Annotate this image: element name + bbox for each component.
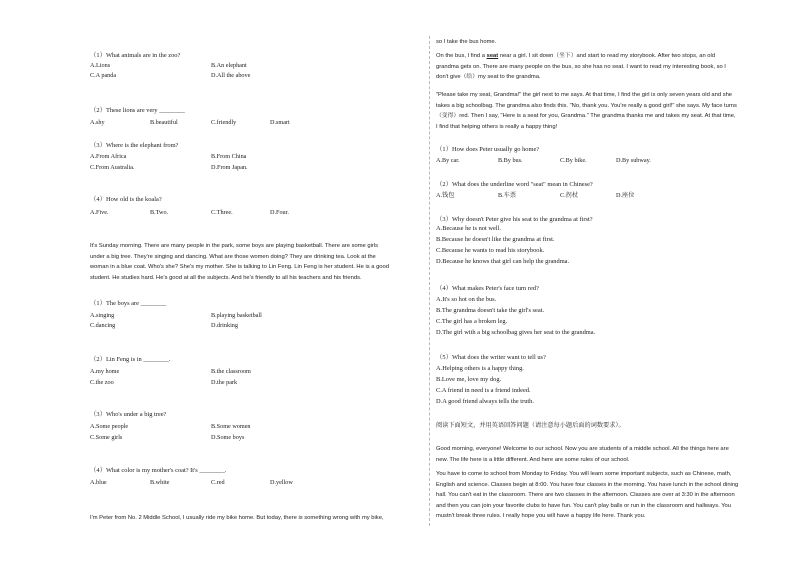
park-question-3 (90, 410, 420, 441)
passage-line: don't give（给）my seat to the grandma. (436, 74, 541, 81)
option-a: A.shy (90, 119, 105, 126)
passage-line: It's Sunday morning. There are many people in the park, some boys are playing basketball. There are some girls (90, 243, 378, 249)
option-b: B.The grandma doesn't take the girl's seat. (436, 307, 545, 314)
bus-question-3 (436, 215, 772, 266)
zoo-question-1 (90, 51, 420, 79)
option-c: C.拐杖 (560, 192, 579, 199)
bus-question-1 (436, 145, 772, 164)
option-b: B.From China (211, 153, 247, 160)
option-a: A.Lions (90, 62, 111, 69)
option-c: C.Some girls (90, 434, 123, 441)
option-d: D.All the above (211, 72, 251, 79)
question-text: （1）How does Peter usually go home? (436, 146, 540, 153)
bus-passage-paragraph-1 (436, 51, 772, 83)
option-a: A.Five. (90, 209, 109, 216)
option-b: B.By bus. (498, 157, 523, 164)
option-c: C.A friend in need is a friend indeed. (436, 387, 531, 394)
passage-line (436, 51, 772, 62)
question-text: （2）Lin Feng is in ________. (90, 356, 171, 363)
right-column (436, 0, 772, 562)
question-text: （1）What animals are in the zoo? (90, 52, 181, 59)
park-passage (90, 241, 420, 283)
option-b: B.white (150, 479, 170, 486)
bus-passage-paragraph-2 (436, 90, 772, 132)
text-run: near a girl. I sit down（坐下）and start to read my storybook. After two stops, an old (498, 53, 716, 59)
passage-line: hall. You can't eat in the classroom. There are two classes in the afternoon. Classes are over at 3:30 in the afternoon (436, 492, 735, 499)
passage-line: under a big tree. They're singing and dancing. What are those women doing? They are drinking tea. Look at the (90, 253, 376, 260)
option-d: D.drinking (211, 322, 238, 329)
bus-question-2 (436, 180, 772, 199)
passage-line: new. The life here is a little different. And here are some rules of our school. (436, 456, 630, 463)
underlined-word-seat: seat (486, 53, 499, 59)
option-c: C.The girl has a broken leg. (436, 318, 508, 325)
school-passage-paragraph-1 (436, 444, 772, 465)
option-c: C.Three. (211, 209, 233, 216)
question-text: （4）What color is my mother's coat? It's ________. (90, 467, 227, 474)
option-a: A.my home (90, 368, 120, 375)
option-d: D.By subway. (616, 157, 651, 164)
option-b: B.playing basketball (211, 312, 262, 319)
passage-line: "Please take my seat, Grandma!" the girl next to me says. At that time, I find the girl is only seven years old and she (436, 92, 733, 98)
bus-question-5 (436, 353, 772, 406)
section-instruction: 阅读下面短文，并用英语回答问题（请注意每小题后面的词数要求）。 (436, 422, 625, 429)
question-text: （3）Where is the elephant from? (90, 142, 179, 149)
option-d: D.the park (211, 379, 238, 386)
option-d: D.Because he knows that girl can help the grandma. (436, 258, 570, 265)
zoo-question-2 (90, 106, 420, 126)
question-text: （3）Who's under a big tree? (90, 411, 167, 418)
zoo-question-4 (90, 195, 420, 216)
passage-line: student. He studies hard. He's good at all the subjects. And he's friendly to all his teachers and his friends. (90, 274, 362, 281)
option-c: C.Because he wants to read his storybook. (436, 247, 545, 254)
passage-line: takes a big schoolbag. The grandma also finds this. "No, thank you. You're really a good girl!" she says. My face turns (436, 102, 737, 109)
column-divider (429, 36, 430, 526)
option-d: D.座位 (616, 192, 635, 199)
passage-line: I find that helping others is really a happy thing! (436, 123, 558, 130)
option-a: A.blue (90, 479, 107, 486)
passage-line: so I take the bus home. (436, 39, 497, 45)
option-a: A.From Africa (90, 153, 127, 160)
school-passage-paragraph-2 (436, 469, 772, 522)
passage-line: woman in a blue coat. Who's she? She's my mother. She is talking to Lin Feng. Lin Feng is her student. He is a good (90, 264, 389, 271)
park-question-1 (90, 299, 420, 329)
question-text: （4）How old is the koala? (90, 196, 162, 203)
park-question-4 (90, 466, 420, 486)
option-b: B.beautiful (150, 119, 178, 126)
option-d: D.yellow (270, 479, 293, 486)
option-c: C.friendly (211, 119, 237, 126)
bus-passage-intro (90, 513, 420, 524)
option-a: A.It's so hot on the bus. (436, 296, 497, 303)
question-text: （3）Why doesn't Peter give his seat to the grandma at first? (436, 216, 593, 223)
option-b: B.Some women (211, 423, 251, 430)
passage-line: （变得）red. Then I say, "Here is a seat for you, Grandma." The grandma thanks me and takes my seat. At that time, (436, 113, 736, 120)
option-c: C.dancing (90, 322, 116, 329)
option-b: B.An elephant (211, 62, 247, 69)
option-d: D.From Japan. (211, 164, 248, 171)
option-c: C.the zoo (90, 379, 114, 386)
bus-passage-continued (436, 37, 772, 48)
park-question-2 (90, 355, 420, 386)
option-d: D.Some boys (211, 434, 245, 441)
passage-line: English and science. Classes begin at 8:00. You have four classes in the morning. You have lunch in the school dining (436, 481, 739, 488)
option-c: C.A panda (90, 72, 117, 79)
option-b: B.the classroom (211, 368, 251, 375)
passage-line: You have to come to school from Monday to Friday. You will learn some important subjects, such as Chinese, math, (436, 471, 732, 477)
passage-line: grandma gets on. There are many people on the bus, so she has no seat. I want to read my interesting book, so I (436, 63, 726, 70)
option-a: A.By car. (436, 157, 460, 164)
passage-line: Good morning, everyone! Welcome to our school. Now you are students of a middle school. All the things here are (436, 446, 729, 452)
option-b: B.Two. (150, 209, 169, 216)
option-a: A.Helping others is a happy thing. (436, 365, 524, 372)
passage-line: I'm Peter from No. 2 Middle School, I usually ride my bike home. But today, there is something wrong with my bike, (90, 515, 384, 521)
option-b: B.Because he doesn't like the grandma at first. (436, 236, 555, 243)
option-b: B.车票 (498, 192, 517, 199)
question-text: （4）What makes Peter's face turn red? (436, 285, 539, 292)
passage-line: mustn't break three rules. I really hope you will have a happy life here. Thank you. (436, 513, 646, 520)
text-run: On the bus, I find a (436, 53, 487, 59)
option-d: D.A good friend always tells the truth. (436, 398, 534, 405)
option-d: D.Four. (270, 209, 289, 216)
question-text: （2）What does the underline word "seat" mean in Chinese? (436, 181, 593, 188)
passage-line: and then you can join your favorite clubs to have fun. You can't play balls or run in the classroom and hallways. You (436, 502, 732, 509)
option-c: C.By bike. (560, 157, 587, 164)
option-a: A.Some people (90, 423, 129, 430)
option-d: D.The girl with a big schoolbag gives her seat to the grandma. (436, 329, 596, 336)
zoo-question-3 (90, 141, 420, 171)
option-b: B.Love me, love my dog. (436, 376, 502, 383)
question-text: （1）The boys are ________ (90, 300, 167, 307)
option-c: C.From Australia. (90, 164, 135, 171)
left-column (90, 0, 420, 562)
option-a: A.singing (90, 312, 115, 319)
bus-question-4 (436, 284, 772, 337)
question-text: （5）What does the writer want to tell us? (436, 354, 546, 361)
option-a: A.Because he is not well. (436, 225, 501, 232)
option-d: D.smart (270, 119, 290, 126)
option-c: C.red (211, 479, 225, 486)
option-a: A.钱包 (436, 192, 455, 199)
question-text: （2）These lions are very ________ (90, 107, 185, 114)
